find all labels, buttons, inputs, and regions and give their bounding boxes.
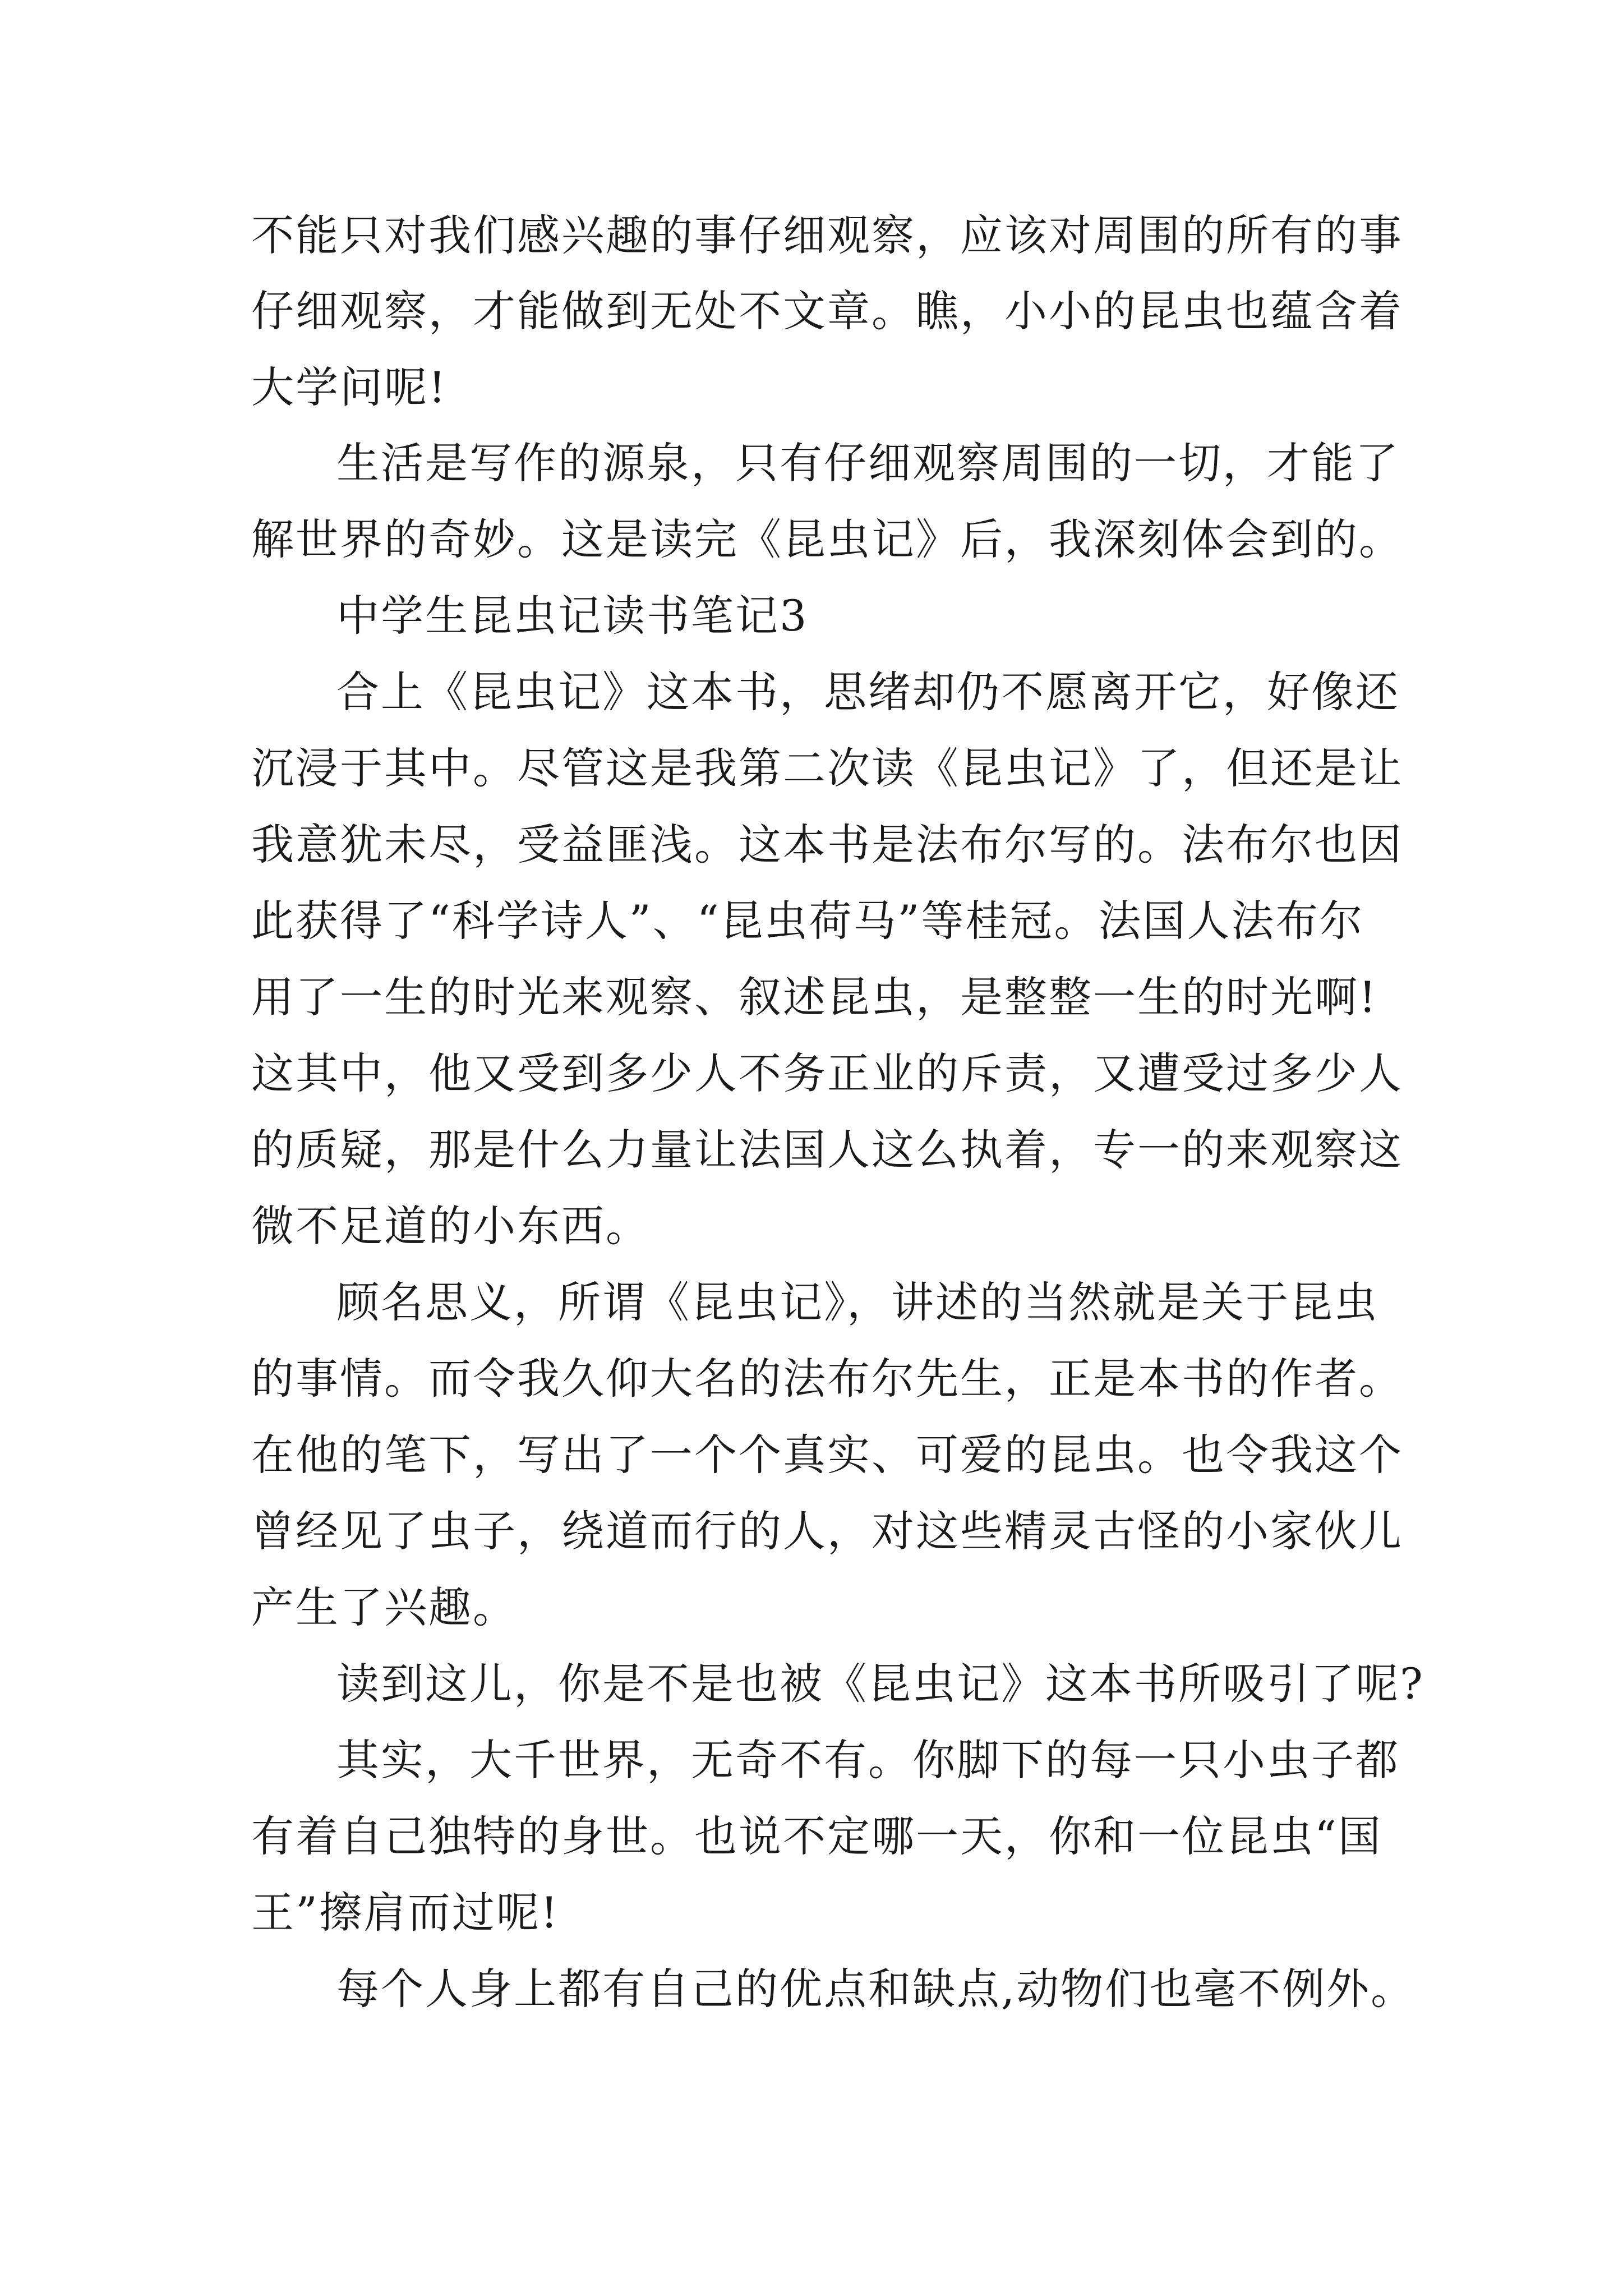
text-line: 顾名思义，所谓《昆虫记》，讲述的当然就是关于昆虫: [336, 1277, 1378, 1327]
text-line: 产生了兴趣。: [251, 1582, 517, 1632]
text-line: 有着自己独特的身世。也说不定哪一天，你和一位昆虫“国: [251, 1811, 1382, 1861]
text-line: 读到这儿，你是不是也被《昆虫记》这本书所吸引了呢?: [336, 1659, 1424, 1709]
text-line: 仔细观察，才能做到无处不文章。瞧，小小的昆虫也蕴含着: [251, 286, 1403, 336]
text-line: 沉浸于其中。尽管这是我第二次读《昆虫记》了，但还是让: [251, 743, 1403, 793]
text-line: 微不足道的小东西。: [251, 1201, 650, 1251]
text-line: 此获得了“科学诗人”、“昆虫荷马”等桂冠。法国人法布尔: [251, 896, 1364, 946]
text-line: 不能只对我们感兴趣的事仔细观察，应该对周围的所有的事: [251, 210, 1403, 260]
text-line: 在他的笔下，写出了一个个真实、可爱的昆虫。也令我这个: [251, 1430, 1403, 1480]
text-line: 王”擦肩而过呢!: [251, 1888, 560, 1938]
text-line: 合上《昆虫记》这本书，思绪却仍不愿离开它，好像还: [336, 667, 1400, 717]
text-line: 生活是写作的源泉，只有仔细观察周围的一切，才能了: [336, 438, 1400, 488]
text-line: 每个人身上都有自己的优点和缺点,动物们也毫不例外。: [336, 1964, 1415, 2014]
text-line: 曾经见了虫子，绕道而行的人，对这些精灵古怪的小家伙儿: [251, 1506, 1403, 1556]
text-line: 解世界的奇妙。这是读完《昆虫记》后，我深刻体会到的。: [251, 514, 1403, 564]
text-line: 的事情。而令我久仰大名的法布尔先生，正是本书的作者。: [251, 1354, 1403, 1404]
text-line: 其实，大千世界，无奇不有。你脚下的每一只小虫子都: [336, 1735, 1400, 1785]
text-line: 的质疑，那是什么力量让法国人这么执着，专一的来观察这: [251, 1125, 1403, 1175]
text-line: 用了一生的时光来观察、叙述昆虫，是整整一生的时光啊!: [251, 972, 1378, 1022]
text-line: 大学问呢!: [251, 362, 448, 412]
section-heading: 中学生昆虫记读书笔记3: [336, 591, 809, 641]
text-line: 这其中，他又受到多少人不务正业的斥责，又遭受过多少人: [251, 1048, 1403, 1098]
text-line: 我意犹未尽，受益匪浅。这本书是法布尔写的。法布尔也因: [251, 820, 1403, 869]
